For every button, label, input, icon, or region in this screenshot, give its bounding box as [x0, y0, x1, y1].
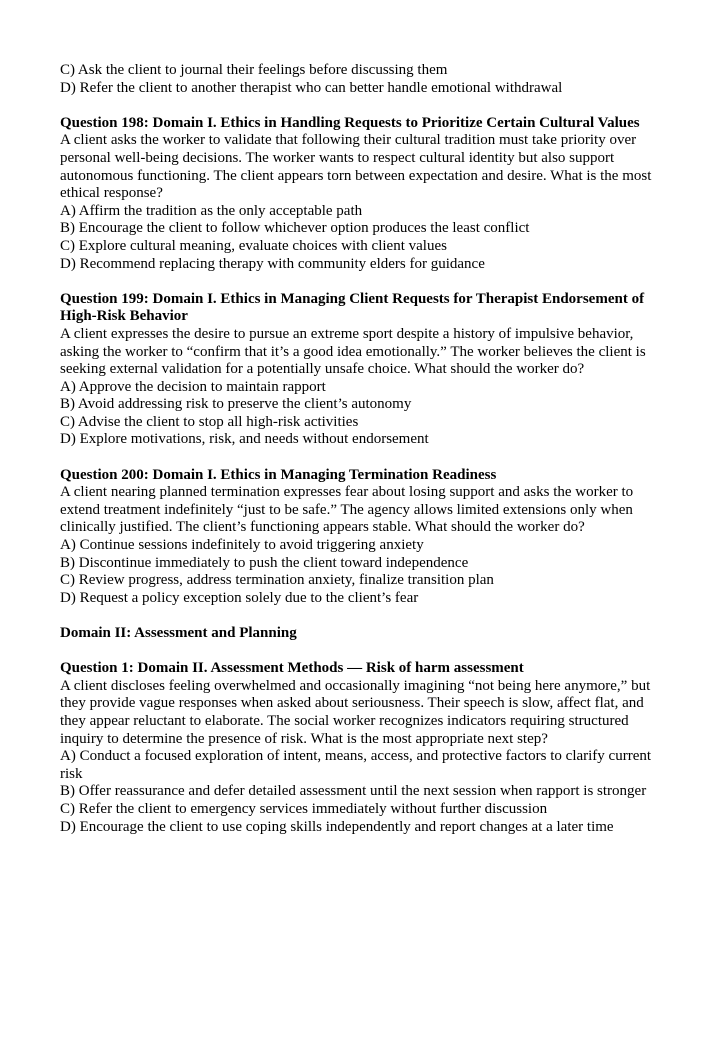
question-heading: Question 198: Domain I. Ethics in Handling Requests to Prioritize Certain Cultural Values: [60, 114, 640, 131]
answer-option: B) Encourage the client to follow whichever option produces the least conflict: [60, 220, 530, 237]
answer-option: D) Encourage the client to use coping skills independently and report changes at a later time: [60, 818, 614, 835]
answer-option: B) Offer reassurance and defer detailed assessment until the next session when rapport is stronger: [60, 783, 647, 800]
question-stem: A client nearing planned termination expresses fear about losing support and asks the worker to extend treatment indefinitely “just to be safe.” The agency allows limited extensions only when clinically justified. The client’s functioning appears stable. What should the worker do?: [60, 484, 634, 536]
question-stem: A client asks the worker to validate that following their cultural tradition must take priority over personal well-being decisions. The worker wants to respect cultural identity but also support autonomous functioning. The client appears torn between expectation and desire. What is the most ethical response?: [60, 132, 652, 202]
answer-option: C) Refer the client to emergency services immediately without further discussion: [60, 800, 548, 817]
question-heading: Question 200: Domain I. Ethics in Managing Termination Readiness: [60, 466, 497, 483]
question-1-domain-2: [60, 660, 668, 836]
answer-option: D) Refer the client to another therapist who can better handle emotional withdrawal: [60, 79, 563, 96]
answer-option: D) Explore motivations, risk, and needs without endorsement: [60, 431, 429, 448]
answer-option: B) Discontinue immediately to push the client toward independence: [60, 554, 469, 571]
answer-option: A) Continue sessions indefinitely to avoid triggering anxiety: [60, 537, 424, 554]
answer-option: A) Conduct a focused exploration of intent, means, access, and protective factors to clarify current risk: [60, 748, 652, 782]
answer-option: B) Avoid addressing risk to preserve the client’s autonomy: [60, 396, 412, 413]
answer-option: A) Affirm the tradition as the only acceptable path: [60, 202, 363, 219]
question-stem: A client expresses the desire to pursue an extreme sport despite a history of impulsive behavior, asking the worker to “confirm that it’s a good idea emotionally.” The worker believes the client is seeking external validation for a potentially unsafe choice. What should the worker do?: [60, 325, 646, 378]
question-198: [60, 115, 668, 273]
answer-option: C) Advise the client to stop all high-risk activities: [60, 413, 359, 430]
answer-option: C) Ask the client to journal their feelings before discussing them: [60, 62, 448, 78]
prev-question-options: [60, 62, 668, 97]
question-stem: A client discloses feeling overwhelmed and occasionally imagining “not being here anymore,” but they provide vague responses when asked about seriousness. Their speech is slow, affect flat, and they appear reluctant to elaborate. The social worker recognizes indicators requiring structured inquiry to determine the presence of risk. What is the most appropriate next step?: [60, 677, 651, 747]
answer-option: D) Request a policy exception solely due to the client’s fear: [60, 589, 419, 606]
answer-option: A) Approve the decision to maintain rapport: [60, 378, 326, 395]
answer-option: D) Recommend replacing therapy with community elders for guidance: [60, 255, 485, 272]
section-heading-domain-2: Domain II: Assessment and Planning: [60, 625, 297, 641]
answer-option: C) Review progress, address termination anxiety, finalize transition plan: [60, 572, 494, 589]
question-199: [60, 291, 668, 449]
answer-option: C) Explore cultural meaning, evaluate choices with client values: [60, 237, 447, 254]
question-heading: Question 1: Domain II. Assessment Methods — Risk of harm assessment: [60, 660, 524, 677]
question-heading: Question 199: Domain I. Ethics in Managing Client Requests for Therapist Endorsement of High-Risk Behavior: [60, 290, 645, 325]
question-200: [60, 467, 668, 608]
